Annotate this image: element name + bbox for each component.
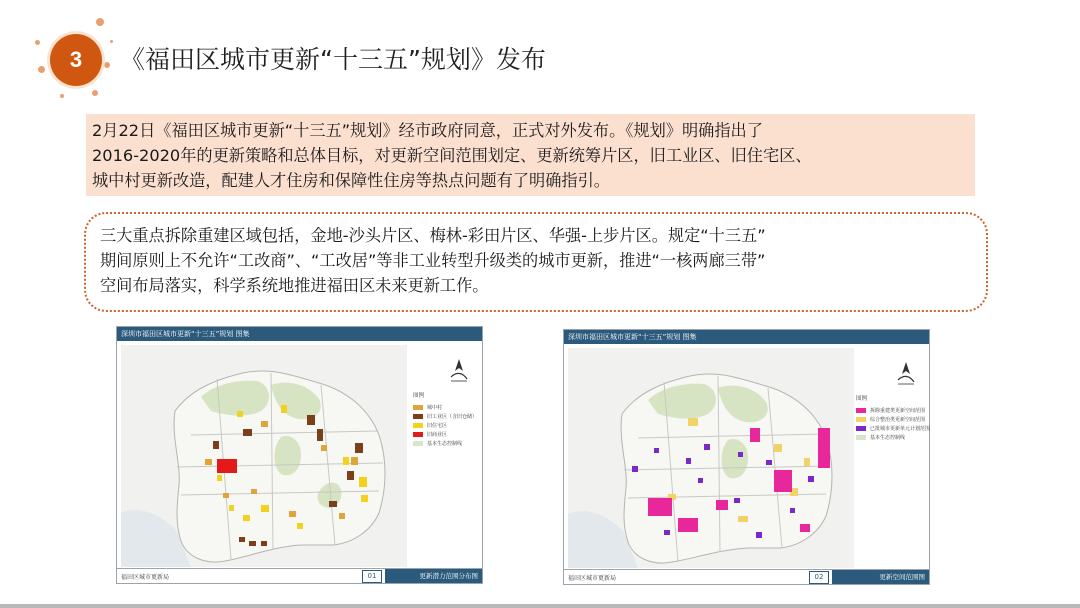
- legend-item: [856, 406, 930, 415]
- footer-agency: 福田区城市更新局: [121, 574, 170, 581]
- legend-swatch: [856, 408, 866, 413]
- map-legend: [413, 391, 477, 448]
- legend-swatch: [413, 405, 423, 410]
- decor-dot: [60, 94, 64, 98]
- key-areas-line: 三大重点拆除重建区域包括，金地-沙头片区、梅林-彩田片区、华强-上步片区。规定“十三五”: [100, 226, 766, 245]
- summary-line: 城中村更新改造，配建人才住房和保障性住房等热点问题有了明确指引。: [92, 171, 610, 190]
- legend-label: 基本生态控制线: [427, 441, 463, 447]
- legend-item: [856, 415, 930, 424]
- legend-label: 综合整治类更新空间范围: [870, 417, 926, 423]
- legend-swatch: [856, 417, 866, 422]
- legend-swatch: [856, 435, 866, 440]
- map-number: 02: [809, 571, 829, 584]
- legend-swatch: [413, 414, 423, 419]
- legend-item: [413, 430, 477, 439]
- map-panel-potential: [116, 326, 483, 584]
- district-map-image: [568, 348, 854, 568]
- district-map-image: [121, 345, 407, 567]
- decor-dot: [104, 62, 110, 68]
- legend-label: 旧工业区（含旧仓储）: [427, 414, 478, 420]
- map-caption: 更新潜力范围分布图: [385, 569, 482, 583]
- legend-item: [413, 403, 477, 412]
- legend-title: 图例: [413, 393, 425, 399]
- map-footer: [117, 568, 482, 583]
- legend-swatch: [413, 432, 423, 437]
- legend-title: 图例: [856, 396, 868, 402]
- map-footer: [564, 569, 929, 584]
- legend-item: [413, 439, 477, 448]
- summary-line: 2016-2020年的更新策略和总体目标，对更新空间范围划定、更新统筹片区，旧工业区、旧住宅区、: [92, 146, 812, 165]
- legend-item: [856, 424, 930, 433]
- map-header: 深圳市福田区城市更新“十三五”规划 图集: [117, 327, 482, 341]
- legend-label: 基本生态控制线: [870, 435, 906, 441]
- decor-dot: [96, 18, 104, 26]
- map-header: 深圳市福田区城市更新“十三五”规划 图集: [564, 330, 929, 344]
- north-arrow-icon: [896, 360, 916, 388]
- decor-dot: [35, 40, 40, 45]
- legend-swatch: [413, 441, 423, 446]
- decor-dot: [38, 66, 45, 73]
- key-areas-line: 空间布局落实，科学系统地推进福田区未来更新工作。: [100, 276, 489, 295]
- decor-dot: [110, 40, 113, 43]
- legend-item: [413, 421, 477, 430]
- legend-label: 城中村: [427, 405, 443, 411]
- footer-agency: 福田区城市更新局: [568, 575, 617, 582]
- summary-line: 2月22日《福田区城市更新“十三五”规划》经市政府同意，正式对外发布。《规划》明确指出了: [92, 121, 763, 140]
- legend-label: 拆除重建类更新空间范围: [870, 408, 926, 414]
- key-areas-line: 期间原则上不允许“工改商”、“工改居”等非工业转型升级类的城市更新，推进“一核两廊三带”: [100, 251, 766, 270]
- north-arrow-icon: [449, 357, 469, 385]
- summary-text-box: [86, 114, 975, 196]
- map-number: 01: [362, 570, 382, 583]
- key-areas-text-box: [84, 212, 988, 312]
- decor-dot: [92, 90, 98, 96]
- map-panel-update-scope: [563, 329, 930, 585]
- section-number-badge: 3: [50, 34, 102, 86]
- legend-label: 旧商业区: [427, 432, 448, 438]
- bottom-divider: [0, 604, 1080, 608]
- legend-label: 已批城市更新单元计划范围: [870, 426, 931, 432]
- map-legend: [856, 394, 930, 442]
- legend-swatch: [856, 426, 866, 431]
- legend-item: [413, 412, 477, 421]
- page-title: 《福田区城市更新“十三五”规划》发布: [120, 45, 546, 74]
- map-caption: 更新空间范围图: [832, 570, 929, 584]
- legend-label: 旧住宅区: [427, 423, 448, 429]
- legend-item: [856, 433, 930, 442]
- legend-swatch: [413, 423, 423, 428]
